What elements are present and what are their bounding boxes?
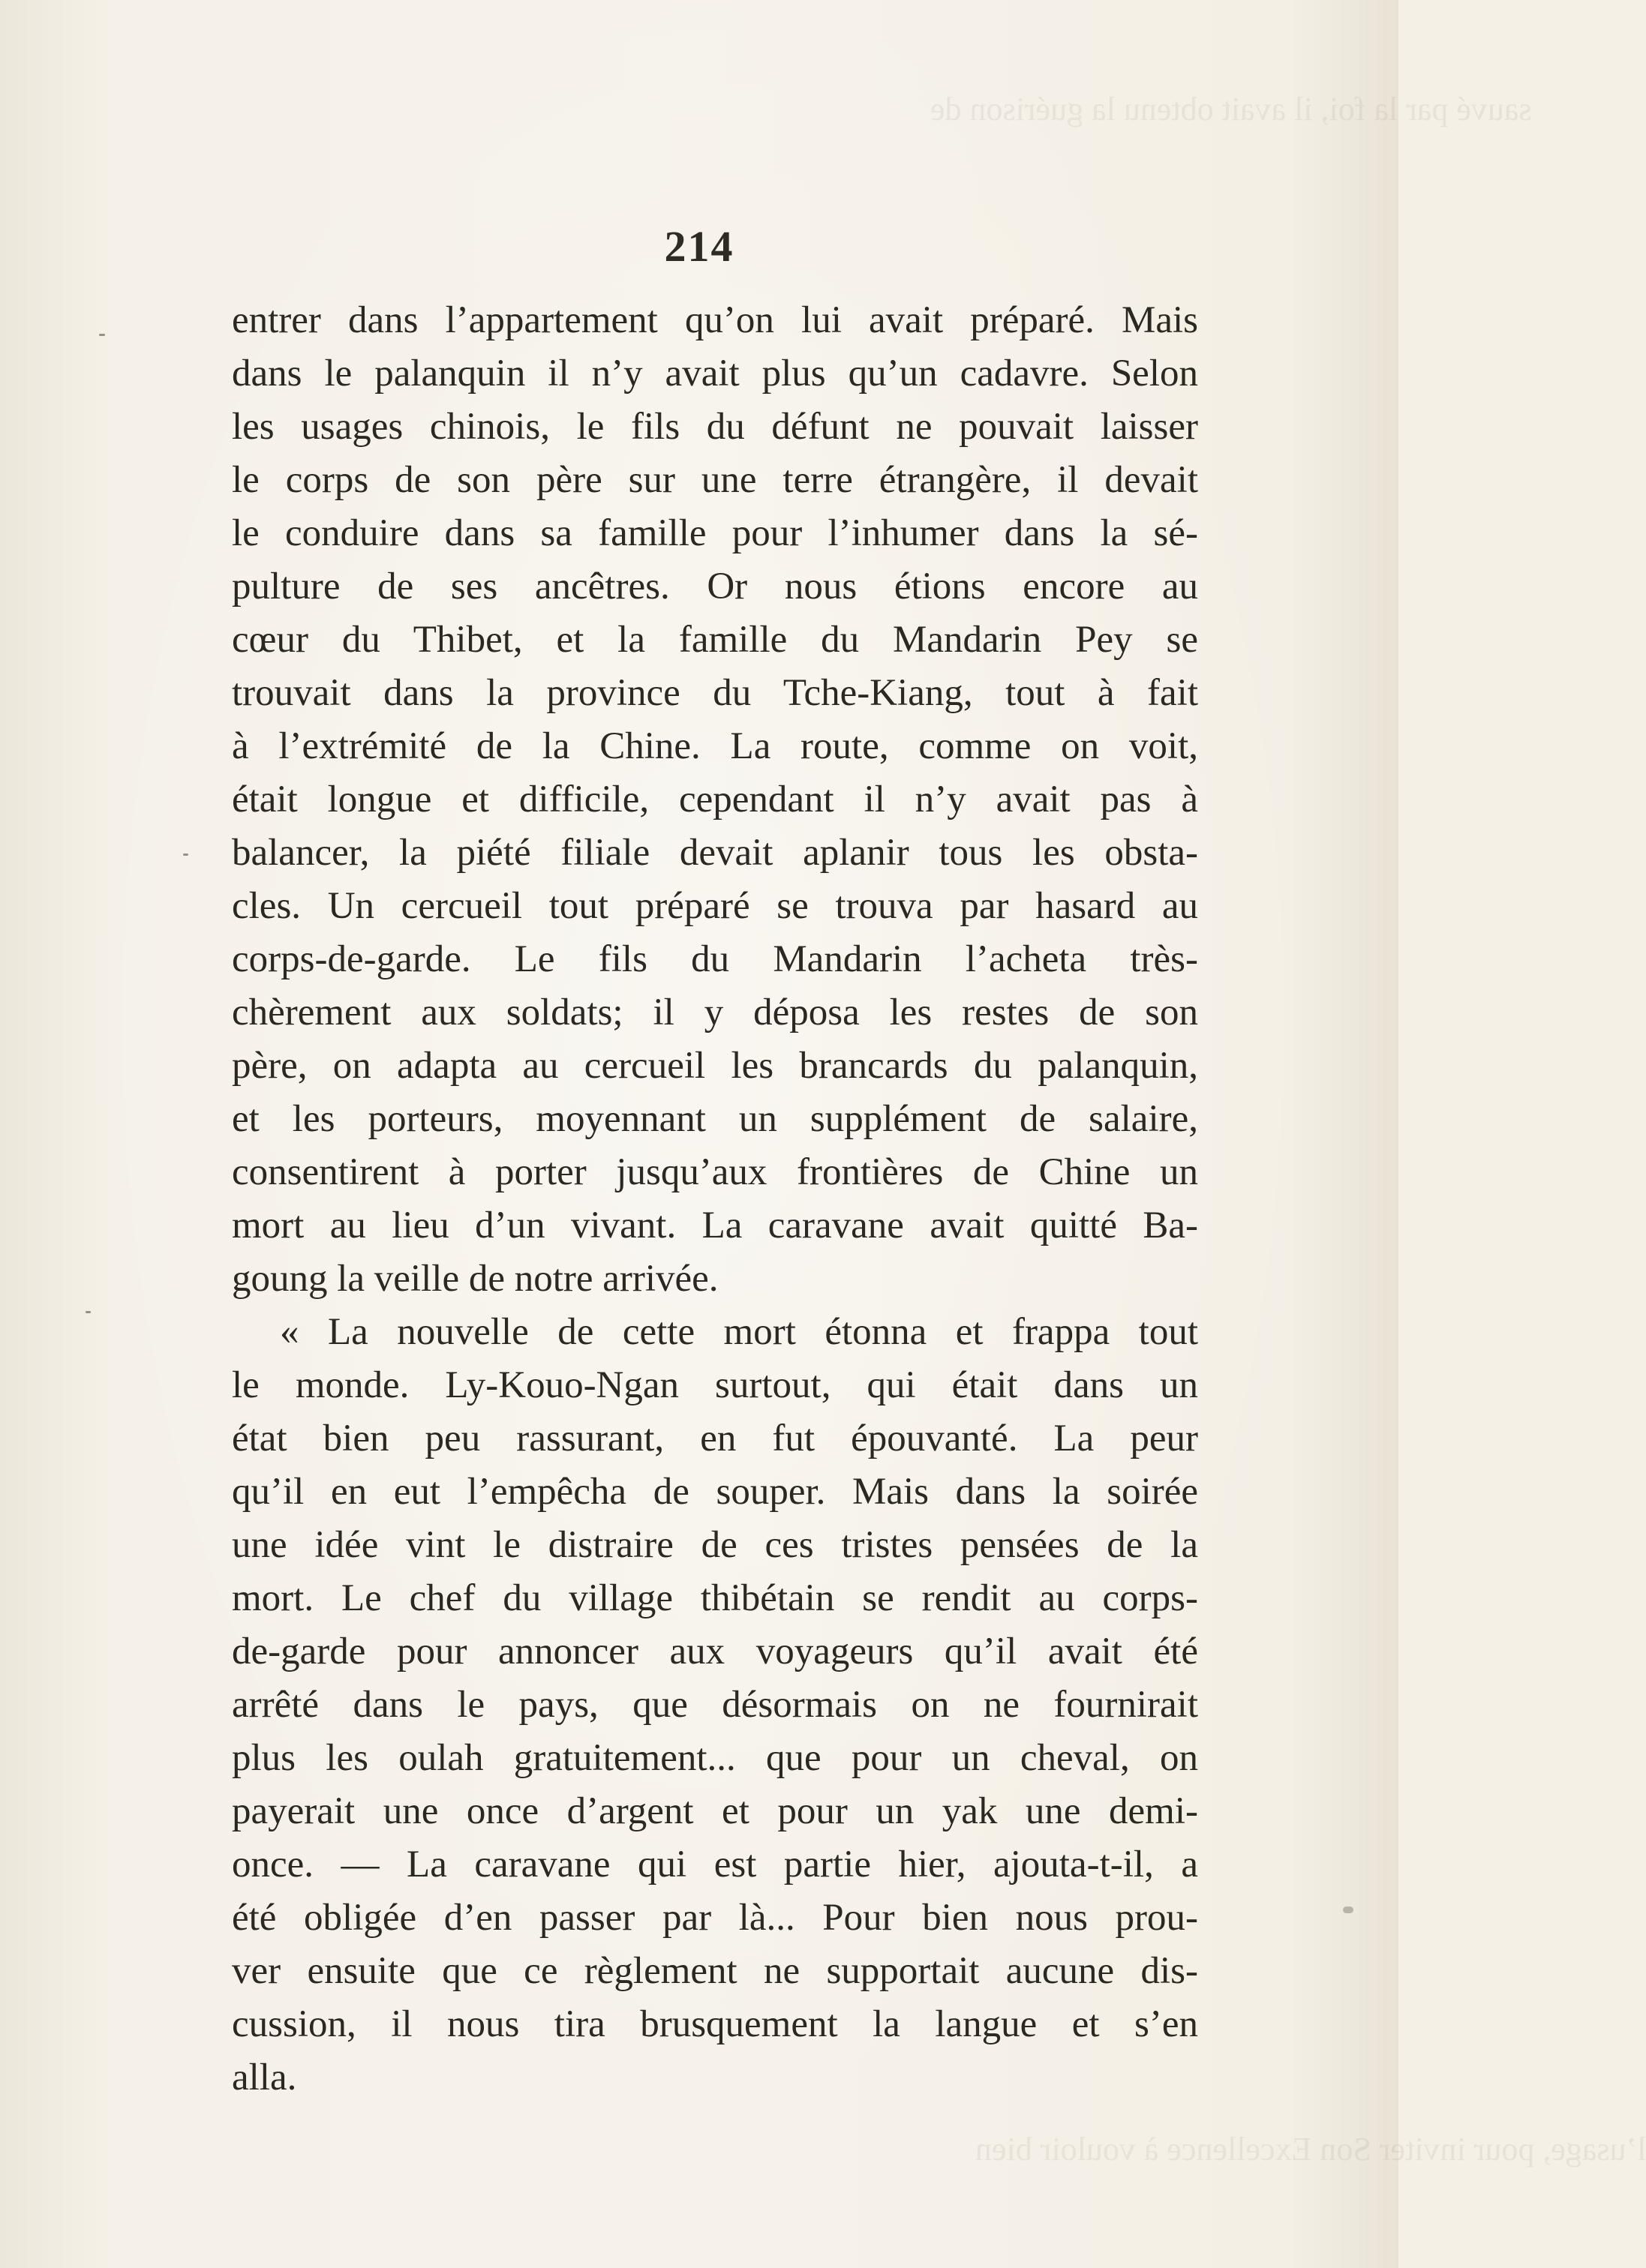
text-line: à l’extrémité de la Chine. La route, comme on voit, <box>232 725 1198 767</box>
bleed-through-text: l’usage, pour inviter Son Excellence à vouloir bien <box>975 2131 1646 2168</box>
text-line: cœur du Thibet, et la famille du Mandarin Pey se <box>232 619 1198 661</box>
bleed-through-text: sauvé par la foi, il avait obtenu la guérison de <box>930 91 1532 128</box>
text-line: état bien peu rassurant, en fut épouvanté. La peur <box>232 1418 1198 1460</box>
text-line: consentirent à porter jusqu’aux frontières de Chine un <box>232 1151 1198 1193</box>
text-line: trouvait dans la province du Tche-Kiang, tout à fait <box>232 672 1198 714</box>
paper-speck <box>1343 1906 1353 1913</box>
text-line: le monde. Ly-Kouo-Ngan surtout, qui était dans un <box>232 1364 1198 1406</box>
text-line: une idée vint le distraire de ces tristes pensées de la <box>232 1524 1198 1566</box>
text-line: mort. Le chef du village thibétain se rendit au corps- <box>232 1577 1198 1619</box>
text-line: « La nouvelle de cette mort étonna et frappa tout <box>280 1311 1198 1353</box>
paper-speck <box>183 854 188 856</box>
text-line: balancer, la piété filiale devait aplanir tous les obsta- <box>232 832 1198 874</box>
paper-speck <box>86 1311 91 1313</box>
body-text <box>232 294 1198 2104</box>
text-line: ver ensuite que ce règlement ne supportait aucune dis- <box>232 1950 1198 1992</box>
text-line: le conduire dans sa famille pour l’inhumer dans la sé- <box>232 512 1198 554</box>
text-line: pulture de ses ancêtres. Or nous étions encore au <box>232 566 1198 608</box>
text-line: arrêté dans le pays, que désormais on ne fournirait <box>232 1684 1198 1726</box>
text-line: chèrement aux soldats; il y déposa les restes de son <box>232 992 1198 1034</box>
text-line: les usages chinois, le fils du défunt ne pouvait laisser <box>232 406 1198 448</box>
text-line: payerait une once d’argent et pour un yak une demi- <box>232 1790 1198 1832</box>
text-line: entrer dans l’appartement qu’on lui avait préparé. Mais <box>232 299 1198 341</box>
text-line: était longue et difficile, cependant il n’y avait pas à <box>232 778 1198 820</box>
text-line: qu’il en eut l’empêcha de souper. Mais dans la soirée <box>232 1471 1198 1513</box>
text-line: dans le palanquin il n’y avait plus qu’un cadavre. Selon <box>232 352 1198 394</box>
text-line: de-garde pour annoncer aux voyageurs qu’il avait été <box>232 1630 1198 1672</box>
text-line: corps-de-garde. Le fils du Mandarin l’acheta très- <box>232 938 1198 980</box>
text-line: le corps de son père sur une terre étrangère, il devait <box>232 459 1198 501</box>
page-number: 214 <box>664 222 734 271</box>
text-line: once. — La caravane qui est partie hier, ajouta-t-il, a <box>232 1844 1198 1886</box>
text-line: alla. <box>232 2056 297 2098</box>
text-line: cles. Un cercueil tout préparé se trouva par hasard au <box>232 885 1198 927</box>
text-line: plus les oulah gratuitement... que pour un cheval, on <box>232 1737 1198 1779</box>
text-line: cussion, il nous tira brusquement la langue et s’en <box>232 2003 1198 2045</box>
text-line: et les porteurs, moyennant un supplément de salaire, <box>232 1098 1198 1140</box>
text-line: mort au lieu d’un vivant. La caravane avait quitté Ba- <box>232 1204 1198 1246</box>
text-line: été obligée d’en passer par là... Pour bien nous prou- <box>232 1897 1198 1939</box>
text-line: goung la veille de notre arrivée. <box>232 1258 719 1300</box>
text-line: père, on adapta au cercueil les brancards du palanquin, <box>232 1045 1198 1087</box>
paper-speck <box>99 334 105 336</box>
